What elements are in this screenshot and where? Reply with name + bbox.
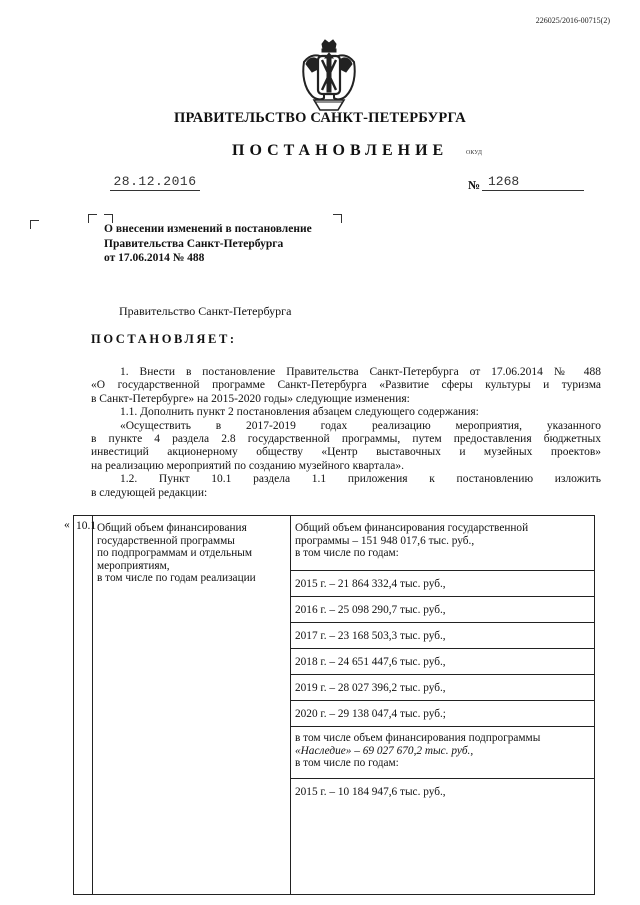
decree-body <box>91 366 601 500</box>
value-line: программы – 151 948 017,6 тыс. руб., <box>295 534 475 547</box>
paragraph-line: «О государственной программе Санкт-Петербурга «Развитие сферы культуры и туризма <box>91 379 601 392</box>
table-number-cell <box>74 516 97 894</box>
value-line: «Наследие» – 69 027 670,2 тыс. руб., <box>295 744 474 757</box>
label-line: по подпрограммам и отдельным <box>97 547 252 560</box>
year-2016: 2016 г. – 25 098 290,7 тыс. руб., <box>295 604 446 616</box>
decree-date: 28.12.2016 <box>110 174 200 191</box>
crown-emblem-icon <box>298 38 360 114</box>
paragraph-line: в следующей редакции: <box>91 486 208 499</box>
issuer-name: Правительство Санкт-Петербурга <box>119 304 292 318</box>
financing-table <box>73 515 595 895</box>
table-open-quote: « <box>64 519 70 531</box>
value-line: в том числе по годам: <box>295 547 399 560</box>
decree-number: 1268 <box>482 174 584 191</box>
value-line: в том числе объем финансирования подпрограммы <box>295 732 541 744</box>
year-2018: 2018 г. – 24 651 447,6 тыс. руб., <box>295 656 446 668</box>
row-divider <box>291 622 594 623</box>
year-2017: 2017 г. – 23 168 503,3 тыс. руб., <box>295 630 446 642</box>
table-value-cell <box>291 516 594 894</box>
corner-mark-left <box>30 220 39 229</box>
subprogram-financing <box>295 732 540 770</box>
row-divider <box>291 648 594 649</box>
subprogram-year-2015: 2015 г. – 10 184 947,6 тыс. руб., <box>295 786 446 798</box>
row-divider <box>291 570 594 571</box>
row-divider <box>291 778 594 779</box>
value-line: Общий объем финансирования государственной <box>295 522 529 534</box>
subject-line: Правительства Санкт-Петербурга <box>104 237 284 250</box>
label-line: мероприятиям, <box>97 559 170 572</box>
total-financing <box>295 522 528 560</box>
paragraph-line: на реализацию мероприятий по созданию музейного квартала». <box>91 459 404 472</box>
row-divider <box>291 700 594 701</box>
paragraph-line: 1. Внести в постановление Правительства Санкт-Петербурга от 17.06.2014 № 488 <box>120 366 601 378</box>
year-2020: 2020 г. – 29 138 047,4 тыс. руб.; <box>295 708 446 720</box>
number-label: № <box>468 178 481 192</box>
row-number: 10.1 <box>76 520 97 532</box>
row-divider <box>291 726 594 727</box>
row-divider <box>291 674 594 675</box>
corner-mark-subject-left <box>88 214 97 223</box>
paragraph-line: 1.2. Пункт 10.1 раздела 1.1 приложения к постановлению изложить <box>120 473 601 486</box>
row-divider <box>291 596 594 597</box>
resolves-heading: ПОСТАНОВЛЯЕТ: <box>91 332 237 346</box>
label-line: государственной программы <box>97 534 235 547</box>
subject-line: от 17.06.2014 № 488 <box>104 252 205 264</box>
paragraph-line: в Санкт-Петербурге» на 2015-2020 годы» следующие изменения: <box>91 392 410 405</box>
paragraph-line: инвестиций акционерному обществу «Центр выставочных и музейных проектов» <box>91 446 601 459</box>
year-2019: 2019 г. – 28 027 396,2 тыс. руб., <box>295 682 446 694</box>
year-2015: 2015 г. – 21 864 332,4 тыс. руб., <box>295 578 446 590</box>
paragraph-line: «Осуществить в 2017-2019 годах реализацию мероприятия, указанного <box>120 419 601 432</box>
coat-of-arms-emblem <box>298 38 360 114</box>
decree-title: ПОСТАНОВЛЕНИЕ <box>232 142 449 159</box>
okud-label: ОКУД <box>466 150 482 156</box>
label-line: в том числе по годам реализации <box>97 572 256 585</box>
value-line: в том числе по годам: <box>295 757 399 770</box>
paragraph-line: в пункте 4 раздела 2.8 государственной программы, путем предоставления бюджетных <box>91 433 601 446</box>
government-title: ПРАВИТЕЛЬСТВО САНКТ-ПЕТЕРБУРГА <box>174 110 466 126</box>
document-code: 226025/2016-00715(2) <box>535 16 610 25</box>
row-label <box>97 522 256 585</box>
subject-line: О внесении изменений в постановление <box>104 223 312 235</box>
decree-subject <box>104 222 344 266</box>
label-line: Общий объем финансирования <box>97 522 247 534</box>
table-label-cell <box>93 516 291 894</box>
paragraph-line: 1.1. Дополнить пункт 2 постановления абзацем следующего содержания: <box>120 406 479 419</box>
